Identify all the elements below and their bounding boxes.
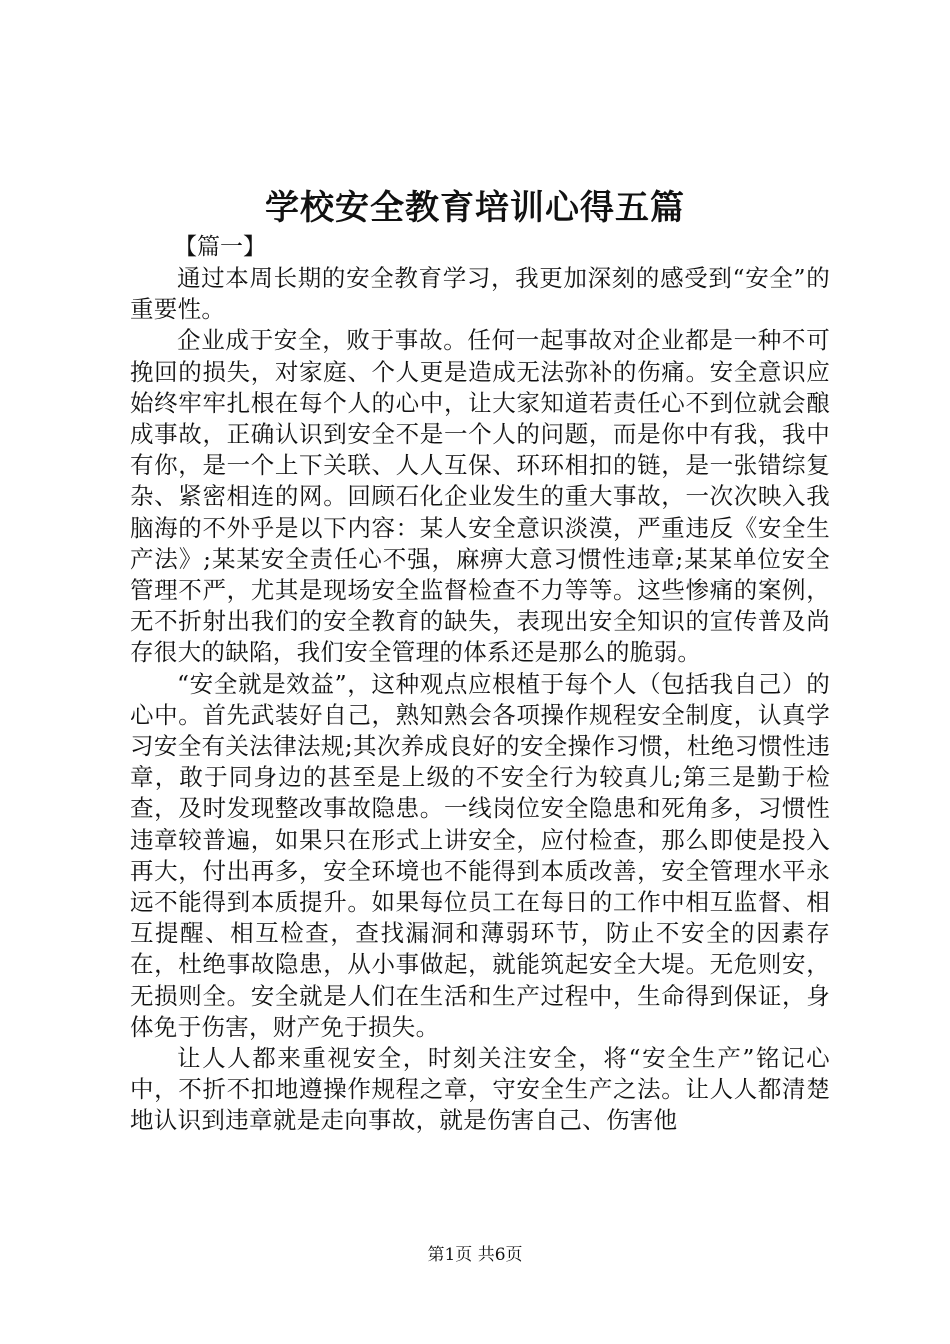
section-heading: 【篇一】	[174, 234, 266, 260]
paragraph-2: 企业成于安全，败于事故。任何一起事故对企业都是一种不可挽回的损失，对家庭、个人更是造成无法弥补的伤痛。安全意识应始终牢牢扎根在每个人的心中，让大家知道若责任心不到位就会酿成事故，正确认识到安全不是一个人的问题，而是你中有我，我中有你，是一个上下关联、人人互保、环环相扣的链，是一张错综复杂、紧密相连的网。回顾石化企业发生的重大事故，一次次映入我脑海的不外乎是以下内容：某人安全意识淡漠，严重违反《安全生产法》;某某安全责任心不强，麻痹大意习惯性违章;某某单位安全管理不严，尤其是现场安全监督检查不力等等。这些惨痛的案例，无不折射出我们的安全教育的缺失，表现出安全知识的宣传普及尚存很大的缺陷，我们安全管理的体系还是那么的脆弱。	[130, 326, 830, 667]
paragraph-3: “安全就是效益”，这种观点应根植于每个人（包括我自己）的心中。首先武装好自己，熟知熟会各项操作规程安全制度，认真学习安全有关法律法规;其次养成良好的安全操作习惯，杜绝习惯性违章，敢于同身边的甚至是上级的不安全行为较真儿;第三是勤于检查，及时发现整改事故隐患。一线岗位安全隐患和死角多，习惯性违章较普遍，如果只在形式上讲安全，应付检查，那么即使是投入再大，付出再多，安全环境也不能得到本质改善，安全管理水平永远不能得到本质提升。如果每位员工在每日的工作中相互监督、相互提醒、相互检查，查找漏洞和薄弱环节，防止不安全的因素存在，杜绝事故隐患，从小事做起，就能筑起安全大堤。无危则安，无损则全。安全就是人们在生活和生产过程中，生命得到保证，身体免于伤害，财产免于损失。	[130, 669, 830, 1041]
page-footer: 第1页 共6页	[427, 1245, 523, 1265]
document-body	[130, 232, 830, 1137]
paragraph-4: 让人人都来重视安全，时刻关注安全，将“安全生产”铭记心中，不折不扣地遵操作规程之章，守安全生产之法。让人人都清楚地认识到违章就是走向事故，就是伤害自己、伤害他	[130, 1044, 830, 1135]
page-title: 学校安全教育培训心得五篇	[265, 188, 685, 228]
paragraph-1: 通过本周长期的安全教育学习，我更加深刻的感受到“安全”的重要性。	[130, 264, 830, 324]
